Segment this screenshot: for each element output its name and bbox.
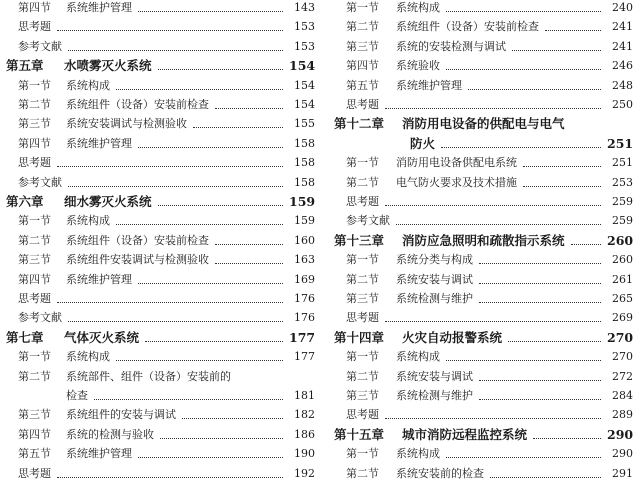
page-number: 259	[612, 214, 633, 228]
toc-entry	[0, 311, 315, 325]
entry-title: 系统检测与维护	[396, 389, 473, 402]
leader-dots	[68, 186, 283, 187]
entry-title: 思考题	[346, 195, 379, 208]
page-number: 261	[612, 272, 633, 286]
toc-chapter-entry	[326, 234, 633, 248]
leader-dots	[533, 438, 601, 439]
entry-title: 系统检测与维护	[396, 292, 473, 305]
page-number: 265	[612, 292, 633, 305]
page-number: 251	[607, 135, 634, 151]
section-number: 第一节	[346, 1, 379, 14]
section-number: 第五节	[346, 78, 379, 92]
toc-entry	[0, 350, 315, 364]
toc-entry	[0, 389, 315, 403]
entry-title: 系统维护管理	[66, 272, 132, 286]
chapter-title: 消防应急照明和疏散指示系统	[402, 232, 565, 248]
section-number: 第二节	[346, 272, 379, 286]
chapter-title: 水喷雾灭火系统	[64, 58, 152, 74]
entry-title: 系统组件安装调试与检测验收	[66, 253, 209, 267]
section-number: 第二节	[18, 98, 51, 111]
leader-dots	[215, 263, 283, 264]
entry-title: 系统的安装检测与调试	[396, 39, 506, 53]
toc-chapter-entry	[0, 331, 315, 345]
toc-entry	[0, 292, 315, 306]
page-number: 158	[294, 175, 315, 189]
entry-title: 系统安装前的检查	[396, 466, 484, 480]
toc-entry	[326, 195, 633, 209]
section-number: 第三节	[346, 389, 379, 402]
section-number: 第二节	[18, 369, 51, 383]
toc-entry	[326, 447, 633, 461]
page-number: 160	[294, 233, 315, 247]
toc-entry	[0, 176, 315, 190]
entry-title: 系统构成	[396, 350, 440, 364]
leader-dots	[57, 302, 283, 303]
page-number: 253	[612, 175, 633, 189]
toc-entry	[0, 79, 315, 93]
entry-title: 系统安装与调试	[396, 369, 473, 383]
toc-entry	[0, 273, 315, 287]
toc-entry	[326, 253, 633, 267]
toc-entry	[326, 273, 633, 287]
toc-entry	[326, 176, 633, 190]
entry-title: 系统组件的安装与调试	[66, 408, 176, 422]
page-number: 182	[294, 408, 315, 422]
leader-dots	[160, 438, 283, 439]
section-number: 第二节	[346, 175, 379, 189]
chapter-number: 第十五章	[334, 426, 385, 442]
entry-title: 系统维护管理	[66, 447, 132, 461]
toc-entry	[0, 467, 315, 481]
entry-title: 思考题	[346, 311, 379, 325]
section-number: 第一节	[18, 78, 51, 92]
chapter-number: 第六章	[6, 194, 44, 209]
page-number: 246	[612, 59, 633, 73]
leader-dots	[68, 321, 283, 322]
chapter-number: 第十四章	[334, 329, 385, 345]
entry-title: 系统组件（设备）安装前检查	[396, 20, 539, 34]
entry-title: 系统部件、组件（设备）安装前的	[66, 369, 231, 383]
section-number: 第一节	[346, 447, 379, 461]
toc-chapter-entry	[326, 117, 633, 131]
leader-dots	[215, 108, 283, 109]
leader-dots	[158, 69, 283, 70]
leader-dots	[116, 89, 283, 90]
toc-entry	[0, 234, 315, 248]
page-number: 259	[612, 195, 633, 208]
page-number: 240	[612, 1, 633, 14]
page-number: 291	[612, 466, 633, 480]
entry-title: 思考题	[18, 466, 51, 480]
page-number: 186	[294, 427, 315, 441]
page-number: 154	[294, 78, 315, 92]
section-number: 第一节	[346, 156, 379, 170]
leader-dots	[68, 50, 283, 51]
leader-dots	[468, 89, 601, 90]
toc-entry	[326, 40, 633, 54]
entry-title: 系统维护管理	[66, 1, 132, 14]
toc-entry	[326, 350, 633, 364]
entry-title: 系统维护管理	[396, 78, 462, 92]
section-number: 第二节	[346, 466, 379, 480]
leader-dots	[490, 477, 601, 478]
section-number: 第二节	[18, 233, 51, 247]
page-number: 251	[612, 156, 633, 170]
toc-entry	[326, 98, 633, 112]
page-number: 284	[612, 389, 633, 402]
chapter-title: 防火	[410, 135, 436, 151]
entry-title: 系统构成	[396, 447, 440, 461]
section-number: 第五节	[18, 447, 51, 461]
leader-dots	[446, 69, 601, 70]
leader-dots	[512, 50, 601, 51]
entry-title: 思考题	[18, 292, 51, 305]
leader-dots	[508, 341, 601, 342]
toc-entry	[326, 467, 633, 481]
section-number: 第四节	[18, 1, 51, 14]
page-number: 270	[607, 329, 634, 345]
leader-dots	[479, 380, 601, 381]
entry-title: 消防用电设备供配电系统	[396, 156, 517, 170]
entry-title: 参考文献	[346, 214, 390, 228]
leader-dots	[385, 205, 601, 206]
section-number: 第一节	[346, 253, 379, 267]
page-number: 153	[294, 20, 315, 34]
entry-title: 参考文献	[18, 175, 62, 189]
page-number: 248	[612, 78, 633, 92]
toc-chapter-entry	[326, 331, 633, 345]
leader-dots	[138, 11, 283, 12]
section-number: 第三节	[18, 117, 51, 131]
page-number: 163	[294, 253, 315, 267]
entry-title: 系统分类与构成	[396, 253, 473, 267]
toc-entry	[326, 156, 633, 170]
leader-dots	[396, 224, 601, 225]
leader-dots	[479, 302, 601, 303]
entry-title: 检查	[66, 389, 88, 402]
page-number: 290	[607, 426, 634, 442]
chapter-title: 火灾自动报警系统	[402, 329, 503, 345]
toc-entry	[326, 408, 633, 422]
page-number: 159	[294, 214, 315, 228]
entry-title: 系统构成	[396, 1, 440, 14]
page-number: 272	[612, 369, 633, 383]
page-number: 176	[294, 311, 315, 325]
section-number: 第四节	[346, 59, 379, 73]
leader-dots	[138, 283, 283, 284]
toc-entry	[0, 98, 315, 112]
page-number: 177	[289, 329, 316, 345]
leader-dots	[523, 166, 601, 167]
page-number: 270	[612, 350, 633, 364]
toc-entry	[0, 20, 315, 34]
page-number: 181	[294, 389, 315, 402]
toc-entry	[0, 117, 315, 131]
entry-title: 系统构成	[66, 78, 110, 92]
section-number: 第三节	[18, 408, 51, 422]
page-number: 153	[294, 39, 315, 53]
page-number: 269	[612, 311, 633, 325]
leader-dots	[446, 457, 601, 458]
leader-dots	[479, 399, 601, 400]
entry-title: 系统验收	[396, 59, 440, 73]
chapter-title: 气体灭火系统	[64, 329, 140, 345]
toc-chapter-entry	[326, 428, 633, 442]
chapter-number: 第五章	[6, 58, 44, 74]
section-number: 第四节	[18, 136, 51, 150]
chapter-title: 消防用电设备的供配电与电气	[402, 116, 565, 132]
leader-dots	[446, 11, 601, 12]
leader-dots	[479, 263, 601, 264]
leader-dots	[138, 147, 283, 148]
leader-dots	[182, 418, 283, 419]
page-number: 192	[294, 466, 315, 480]
toc-entry	[0, 447, 315, 461]
chapter-number: 第十三章	[334, 232, 385, 248]
page-number: 289	[612, 408, 633, 422]
toc-entry	[326, 20, 633, 34]
toc-chapter-entry	[326, 137, 633, 151]
entry-title: 系统维护管理	[66, 136, 132, 150]
toc-entry	[0, 428, 315, 442]
page-number: 169	[294, 272, 315, 286]
page-number: 158	[294, 156, 315, 170]
section-number: 第三节	[346, 39, 379, 53]
toc-entry	[0, 253, 315, 267]
entry-title: 参考文献	[18, 39, 62, 53]
leader-dots	[116, 360, 283, 361]
leader-dots	[57, 30, 283, 31]
toc-entry	[326, 79, 633, 93]
page-number: 158	[294, 136, 315, 150]
page-number: 176	[294, 292, 315, 305]
toc-entry	[326, 1, 633, 15]
leader-dots	[385, 108, 601, 109]
page-number: 290	[612, 447, 633, 461]
leader-dots	[145, 341, 283, 342]
section-number: 第三节	[18, 253, 51, 267]
entry-title: 思考题	[18, 20, 51, 34]
leader-dots	[57, 166, 283, 167]
section-number: 第二节	[346, 20, 379, 34]
toc-chapter-entry	[0, 59, 315, 73]
entry-title: 思考题	[18, 156, 51, 170]
leader-dots	[193, 127, 283, 128]
entry-title: 系统安装与调试	[396, 272, 473, 286]
entry-title: 参考文献	[18, 311, 62, 325]
leader-dots	[116, 224, 283, 225]
chapter-number: 第七章	[6, 329, 44, 345]
page-number: 241	[612, 20, 633, 34]
page-number: 250	[612, 98, 633, 111]
chapter-title: 细水雾灭火系统	[64, 194, 152, 209]
section-number: 第一节	[346, 350, 379, 364]
toc-entry	[326, 311, 633, 325]
leader-dots	[57, 477, 283, 478]
chapter-title: 城市消防远程监控系统	[402, 426, 528, 442]
section-number: 第一节	[18, 214, 51, 228]
section-number: 第四节	[18, 427, 51, 441]
entry-title: 系统安装调试与检测验收	[66, 117, 187, 131]
leader-dots	[571, 244, 601, 245]
leader-dots	[446, 360, 601, 361]
toc-entry	[0, 408, 315, 422]
section-number: 第一节	[18, 350, 51, 364]
page-number: 154	[289, 58, 316, 74]
page-number: 143	[294, 1, 315, 14]
page-number: 260	[612, 253, 633, 267]
toc-entry	[0, 214, 315, 228]
section-number: 第四节	[18, 272, 51, 286]
toc-entry	[0, 1, 315, 15]
toc-entry	[326, 370, 633, 384]
section-number: 第三节	[346, 292, 379, 305]
toc-chapter-entry	[0, 195, 315, 209]
leader-dots	[523, 186, 601, 187]
leader-dots	[479, 283, 601, 284]
page-number: 155	[294, 117, 315, 131]
leader-dots	[385, 418, 601, 419]
toc-entry	[326, 59, 633, 73]
entry-title: 系统构成	[66, 214, 110, 228]
page-number: 177	[294, 350, 315, 364]
entry-title: 思考题	[346, 408, 379, 422]
page-number: 241	[612, 39, 633, 53]
toc-entry	[0, 370, 315, 384]
page-number: 190	[294, 447, 315, 461]
toc-entry	[0, 156, 315, 170]
section-number: 第二节	[346, 369, 379, 383]
entry-title: 系统组件（设备）安装前检查	[66, 233, 209, 247]
entry-title: 思考题	[346, 98, 379, 111]
toc-entry	[0, 40, 315, 54]
entry-title: 电气防火要求及技术措施	[396, 175, 517, 189]
page-number: 154	[294, 98, 315, 111]
entry-title: 系统的检测与验收	[66, 427, 154, 441]
leader-dots	[215, 244, 283, 245]
leader-dots	[94, 399, 283, 400]
page-number: 159	[289, 194, 316, 209]
chapter-number: 第十二章	[334, 116, 385, 132]
toc-entry	[326, 214, 633, 228]
toc-entry	[0, 137, 315, 151]
page-number: 260	[607, 232, 634, 248]
leader-dots	[138, 457, 283, 458]
leader-dots	[158, 205, 283, 206]
toc-entry	[326, 389, 633, 403]
entry-title: 系统构成	[66, 350, 110, 364]
entry-title: 系统组件（设备）安装前检查	[66, 98, 209, 111]
leader-dots	[545, 30, 601, 31]
toc-entry	[326, 292, 633, 306]
leader-dots	[441, 147, 601, 148]
leader-dots	[385, 321, 601, 322]
